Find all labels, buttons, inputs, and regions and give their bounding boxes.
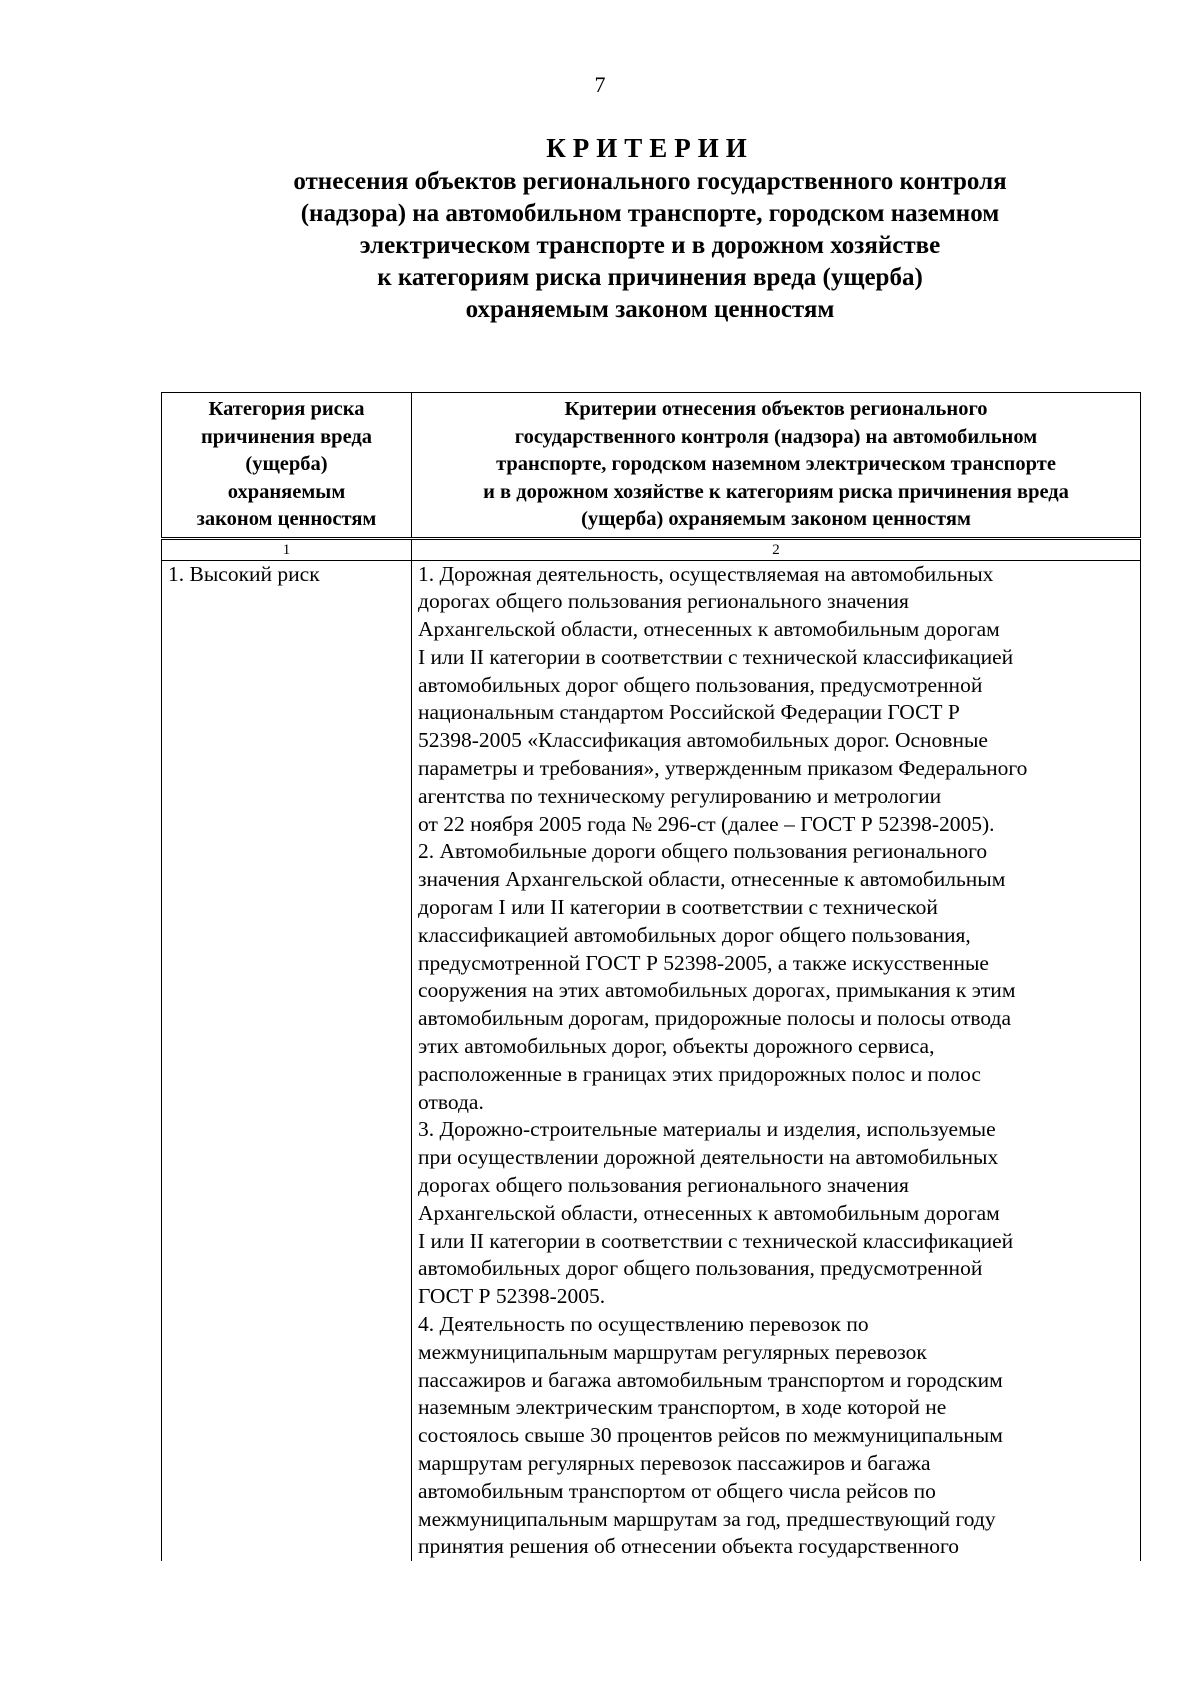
- text-line: межмуниципальным маршрутам регулярных перевозок: [418, 1339, 927, 1364]
- text-line: Архангельской области, отнесенных к автомобильным дорогам: [418, 1200, 1000, 1225]
- criteria-table: [161, 392, 1141, 1561]
- title-line: охраняемым законом ценностям: [465, 296, 835, 323]
- text-line: состоялось свыше 30 процентов рейсов по межмуниципальным: [418, 1423, 1003, 1448]
- title-line: электрическом транспорте и в дорожном хозяйстве: [359, 232, 941, 259]
- header-line: (ущерба) охраняемым законом ценностям: [581, 508, 971, 530]
- text-line: 2. Автомобильные дороги общего пользования регионального: [418, 839, 988, 864]
- title-line: к категориям риска причинения вреда (ущерба): [377, 264, 923, 291]
- text-line: наземным электрическим транспортом, в ходе которой не: [418, 1395, 947, 1420]
- header-criteria: [412, 393, 1141, 539]
- table-row: [162, 560, 1141, 1561]
- text-line: I или II категории в соответствии с технической классификацией: [418, 1228, 1014, 1253]
- document-title: [160, 132, 1140, 326]
- title-main: КРИТЕРИИ: [546, 133, 754, 163]
- criteria-item: [418, 561, 1132, 839]
- criteria-item: [418, 1311, 1132, 1561]
- text-line: сооружения на этих автомобильных дорогах, примыкания к этим: [418, 978, 1016, 1003]
- criteria-item: [418, 838, 1132, 1116]
- text-line: агентства по техническому регулированию и метрологии: [418, 783, 942, 808]
- header-line: причинения вреда: [200, 425, 373, 448]
- text-line: отвода.: [418, 1089, 484, 1114]
- criteria-item: [418, 1116, 1132, 1311]
- text-line: I или II категории в соответствии с технической классификацией: [418, 644, 1014, 669]
- text-line: национальным стандартом Российской Федерации ГОСТ Р: [418, 700, 960, 725]
- text-line: значения Архангельской области, отнесенные к автомобильным: [418, 867, 1006, 892]
- text-line: дорогах общего пользования регионального значения: [418, 1173, 909, 1198]
- text-line: автомобильных дорог общего пользования, предусмотренной: [418, 672, 983, 697]
- header-line: и в дорожном хозяйстве к категориям риска причинения вреда: [483, 480, 1069, 503]
- text-line: 1. Дорожная деятельность, осуществляемая на автомобильных: [418, 561, 994, 586]
- header-line: охраняемым: [227, 480, 346, 503]
- text-line: автомобильным дорогам, придорожные полосы и полосы отвода: [418, 1006, 1011, 1031]
- text-line: межмуниципальным маршрутам за год, предшествующий году: [418, 1506, 996, 1531]
- text-line: от 22 ноября 2005 года № 296-ст (далее – ГОСТ Р 52398-2005).: [418, 811, 995, 836]
- text-line: параметры и требования», утвержденным приказом Федерального: [418, 756, 1028, 781]
- text-line: дорогам I или II категории в соответствии с технической: [418, 895, 938, 920]
- page-number: 7: [594, 72, 606, 97]
- title-line: отнесения объектов регионального государственного контроля: [293, 168, 1007, 195]
- text-line: 4. Деятельность по осуществлению перевозок по: [418, 1312, 869, 1337]
- text-line: 3. Дорожно-строительные материалы и изделия, используемые: [418, 1117, 996, 1142]
- table-header-row: [162, 393, 1141, 539]
- risk-category-cell: 1. Высокий риск: [162, 560, 412, 1561]
- text-line: автомобильных дорог общего пользования, предусмотренной: [418, 1256, 983, 1281]
- text-line: 52398-2005 «Классификация автомобильных дорог. Основные: [418, 728, 988, 753]
- header-line: Категория риска: [208, 398, 365, 420]
- column-number: 2: [412, 538, 1141, 560]
- text-line: при осуществлении дорожной деятельности на автомобильных: [418, 1145, 999, 1170]
- text-line: дорогах общего пользования регионального значения: [418, 589, 909, 614]
- text-line: автомобильным транспортом от общего числа рейсов по: [418, 1478, 936, 1503]
- header-line: законом ценностям: [196, 508, 377, 530]
- header-line: Критерии отнесения объектов регионального: [564, 398, 988, 420]
- title-line: (надзора) на автомобильном транспорте, городском наземном: [300, 200, 1000, 227]
- column-number: 1: [162, 538, 412, 560]
- header-line: государственного контроля (надзора) на автомобильном: [514, 425, 1038, 448]
- text-line: этих автомобильных дорог, объекты дорожного сервиса,: [418, 1034, 935, 1059]
- text-line: предусмотренной ГОСТ Р 52398-2005, а также искусственные: [418, 950, 989, 975]
- text-line: расположенные в границах этих придорожных полос и полос: [418, 1061, 981, 1086]
- text-line: принятия решения об отнесении объекта государственного: [418, 1534, 960, 1559]
- criteria-cell: [412, 560, 1141, 1561]
- column-number-row: [162, 538, 1141, 560]
- header-line: транспорте, городском наземном электрическом транспорте: [496, 453, 1056, 475]
- text-line: классификацией автомобильных дорог общего пользования,: [418, 922, 971, 947]
- header-risk-category: [162, 393, 412, 539]
- text-line: маршрутам регулярных перевозок пассажиров и багажа: [418, 1451, 931, 1475]
- text-line: ГОСТ Р 52398-2005.: [418, 1284, 606, 1309]
- text-line: пассажиров и багажа автомобильным транспортом и городским: [418, 1367, 1003, 1392]
- text-line: Архангельской области, отнесенных к автомобильным дорогам: [418, 617, 1000, 642]
- header-line: (ущерба): [245, 453, 328, 475]
